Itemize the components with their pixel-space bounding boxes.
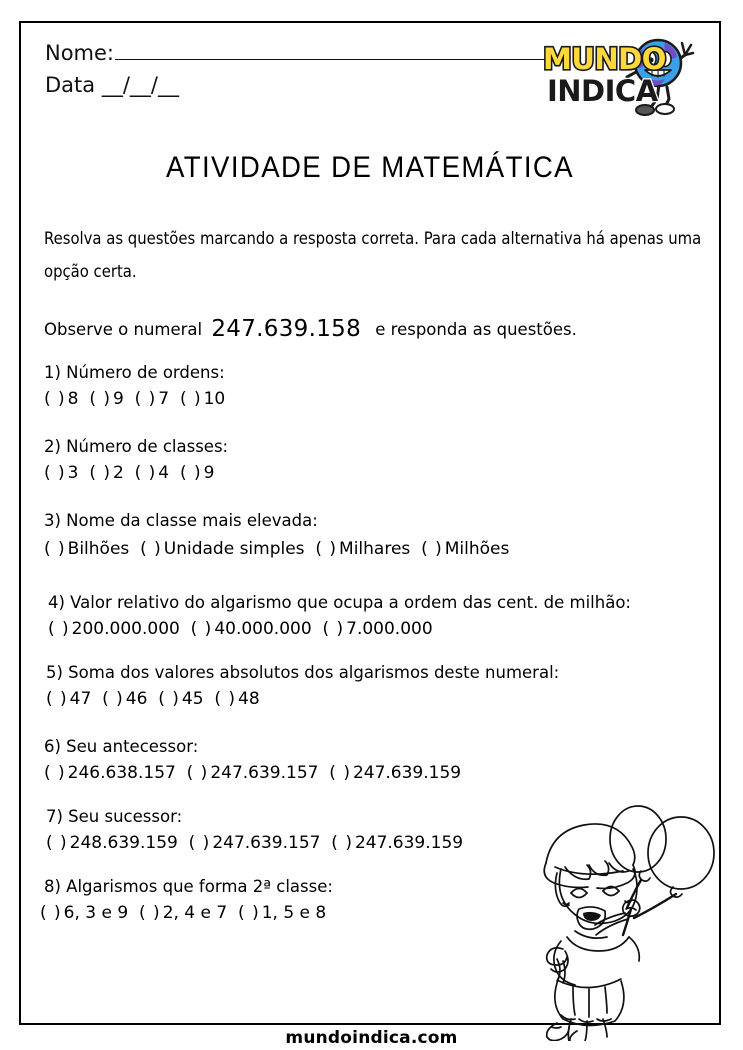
answer-option-label: 46 bbox=[125, 689, 148, 709]
answer-option[interactable] bbox=[44, 388, 79, 410]
answer-option-label: 7 bbox=[158, 389, 170, 409]
answer-option[interactable] bbox=[238, 902, 326, 924]
answer-checkbox-parens[interactable]: ( ) bbox=[102, 689, 124, 709]
date-field-row[interactable]: Data __/__/__ bbox=[45, 73, 179, 97]
answer-option-label: 6, 3 e 9 bbox=[63, 903, 129, 923]
answer-option-label: 8 bbox=[67, 389, 79, 409]
answer-option-label: 247.639.157 bbox=[210, 763, 319, 783]
answer-option[interactable] bbox=[139, 902, 227, 924]
answer-option[interactable] bbox=[191, 618, 312, 640]
answer-option-label: 48 bbox=[238, 689, 260, 709]
answer-option[interactable] bbox=[158, 688, 203, 710]
question-block bbox=[44, 362, 716, 410]
option-spacer bbox=[204, 689, 215, 709]
answer-checkbox-parens[interactable]: ( ) bbox=[188, 833, 211, 853]
option-spacer bbox=[124, 389, 135, 409]
option-spacer bbox=[410, 539, 421, 559]
question-prompt: 2) Número de classes: bbox=[44, 437, 229, 456]
option-spacer bbox=[318, 763, 329, 783]
question-block bbox=[44, 436, 716, 484]
worksheet-page-frame bbox=[19, 21, 721, 1025]
answer-option[interactable] bbox=[189, 832, 321, 854]
option-spacer bbox=[124, 463, 135, 483]
answer-checkbox-parens[interactable]: ( ) bbox=[421, 539, 443, 559]
site-footer: mundoindica.com bbox=[285, 1028, 458, 1048]
answer-option-label: 247.639.157 bbox=[212, 833, 321, 853]
question-prompt: 7) Seu sucessor: bbox=[46, 807, 183, 826]
answer-checkbox-parens[interactable]: ( ) bbox=[44, 763, 66, 783]
answer-checkbox-parens[interactable]: ( ) bbox=[179, 463, 202, 483]
answer-option-label: 10 bbox=[203, 389, 226, 409]
option-spacer bbox=[79, 389, 90, 409]
answer-checkbox-parens[interactable]: ( ) bbox=[214, 689, 237, 709]
target-numeral: 247.639.158 bbox=[211, 316, 361, 342]
answer-option[interactable] bbox=[48, 618, 180, 640]
girl-with-balloons-illustration bbox=[513, 791, 728, 1041]
option-spacer bbox=[91, 689, 102, 709]
answer-option-label: 200.000.000 bbox=[71, 619, 180, 639]
answer-checkbox-parens[interactable]: ( ) bbox=[46, 689, 68, 709]
question-prompt: 3) Nome da classe mais elevada: bbox=[44, 511, 318, 530]
answer-option-label: 40.000.000 bbox=[214, 619, 312, 639]
answer-checkbox-parens[interactable]: ( ) bbox=[134, 389, 157, 409]
question-options bbox=[44, 462, 716, 484]
question-options bbox=[44, 388, 716, 410]
answer-checkbox-parens[interactable]: ( ) bbox=[44, 389, 66, 409]
question-options bbox=[46, 688, 716, 710]
answer-checkbox-parens[interactable]: ( ) bbox=[158, 689, 180, 709]
option-spacer bbox=[129, 539, 140, 559]
answer-option-label: 4 bbox=[158, 463, 170, 483]
answer-checkbox-parens[interactable]: ( ) bbox=[139, 903, 161, 923]
answer-option-label: Milhões bbox=[444, 539, 510, 559]
answer-option[interactable] bbox=[102, 688, 147, 710]
option-spacer bbox=[147, 689, 158, 709]
answer-option[interactable] bbox=[44, 762, 176, 784]
answer-option[interactable] bbox=[46, 688, 91, 710]
answer-checkbox-parens[interactable]: ( ) bbox=[46, 833, 68, 853]
answer-option-label: 247.639.159 bbox=[354, 833, 464, 853]
answer-option[interactable] bbox=[44, 462, 79, 484]
answer-option-label: 45 bbox=[181, 689, 204, 709]
answer-checkbox-parens[interactable]: ( ) bbox=[186, 763, 209, 783]
instructions-text: Resolva as questões marcando a resposta correta. Para cada alternativa há apenas uma opção certa. bbox=[44, 229, 702, 281]
answer-option-label: 9 bbox=[203, 463, 215, 483]
answer-checkbox-parens[interactable]: ( ) bbox=[89, 389, 111, 409]
answer-checkbox-parens[interactable]: ( ) bbox=[322, 619, 345, 639]
answer-option[interactable] bbox=[187, 762, 319, 784]
observe-prefix: Observe o numeral bbox=[44, 320, 203, 339]
option-spacer bbox=[320, 833, 331, 853]
answer-option-label: 1, 5 e 8 bbox=[261, 903, 327, 923]
answer-option-label: Milhares bbox=[339, 539, 411, 559]
observe-numeral-line bbox=[44, 316, 577, 343]
mundo-indica-logo bbox=[541, 33, 701, 121]
balloon-front-icon bbox=[648, 817, 714, 889]
option-spacer bbox=[180, 619, 191, 639]
question-prompt: 1) Número de ordens: bbox=[44, 363, 225, 382]
answer-option-label: Unidade simples bbox=[163, 539, 305, 559]
answer-checkbox-parens[interactable]: ( ) bbox=[331, 833, 353, 853]
question-prompt: 6) Seu antecessor: bbox=[44, 737, 199, 756]
option-spacer bbox=[79, 463, 90, 483]
logo-word-mundo: MUNDO bbox=[543, 42, 666, 76]
answer-checkbox-parens[interactable]: ( ) bbox=[190, 619, 213, 639]
answer-checkbox-parens[interactable]: ( ) bbox=[140, 539, 162, 559]
question-options bbox=[44, 538, 716, 560]
answer-option-label: 2, 4 e 7 bbox=[162, 903, 228, 923]
option-spacer bbox=[169, 389, 180, 409]
answer-option[interactable] bbox=[315, 538, 410, 560]
logo-word-indica: INDICA bbox=[547, 74, 658, 108]
question-block bbox=[44, 662, 716, 710]
answer-checkbox-parens[interactable]: ( ) bbox=[48, 619, 70, 639]
answer-option[interactable] bbox=[180, 462, 215, 484]
answer-checkbox-parens[interactable]: ( ) bbox=[238, 903, 260, 923]
option-spacer bbox=[178, 833, 189, 853]
answer-option-label: 246.638.157 bbox=[67, 763, 176, 783]
name-field-row[interactable] bbox=[45, 37, 565, 69]
balloon-back-icon bbox=[610, 806, 666, 872]
answer-option-label: 247.639.159 bbox=[352, 763, 462, 783]
answer-checkbox-parens[interactable]: ( ) bbox=[44, 539, 66, 559]
student-info-header bbox=[45, 37, 565, 101]
answer-option[interactable] bbox=[44, 538, 129, 560]
observe-suffix: e responda as questões. bbox=[375, 320, 577, 339]
option-spacer bbox=[312, 619, 323, 639]
answer-option-label: Bilhões bbox=[67, 539, 130, 559]
answer-checkbox-parens[interactable]: ( ) bbox=[40, 903, 62, 923]
answer-option[interactable] bbox=[322, 618, 432, 640]
answer-option[interactable] bbox=[329, 762, 461, 784]
question-block bbox=[44, 736, 716, 784]
answer-option[interactable] bbox=[214, 688, 259, 710]
question-prompt: 5) Soma dos valores absolutos dos algarismos deste numeral: bbox=[46, 663, 560, 682]
answer-option-label: 47 bbox=[69, 689, 92, 709]
answer-option-label: 9 bbox=[112, 389, 124, 409]
answer-option[interactable] bbox=[135, 388, 170, 410]
option-spacer bbox=[169, 463, 180, 483]
answer-option[interactable] bbox=[421, 538, 509, 560]
answer-checkbox-parens[interactable]: ( ) bbox=[179, 389, 202, 409]
option-spacer bbox=[227, 903, 238, 923]
answer-checkbox-parens[interactable]: ( ) bbox=[89, 463, 111, 483]
answer-option-label: 7.000.000 bbox=[346, 619, 433, 639]
question-options bbox=[48, 618, 716, 640]
answer-option[interactable] bbox=[46, 832, 178, 854]
question-options bbox=[44, 762, 716, 784]
answer-option[interactable] bbox=[180, 388, 225, 410]
question-prompt: 4) Valor relativo do algarismo que ocupa a ordem das cent. de milhão: bbox=[48, 593, 631, 612]
answer-checkbox-parens[interactable]: ( ) bbox=[329, 763, 351, 783]
answer-option[interactable] bbox=[89, 462, 124, 484]
option-spacer bbox=[305, 539, 316, 559]
answer-option[interactable] bbox=[40, 902, 128, 924]
answer-option[interactable] bbox=[135, 462, 170, 484]
question-block bbox=[44, 592, 716, 640]
page-title: ATIVIDADE DE MATEMÁTICA bbox=[166, 151, 574, 184]
name-label: Nome: bbox=[45, 41, 115, 65]
option-spacer bbox=[128, 903, 139, 923]
answer-checkbox-parens[interactable]: ( ) bbox=[134, 463, 157, 483]
question-block bbox=[44, 510, 716, 560]
question-prompt: 8) Algarismos que forma 2ª classe: bbox=[44, 877, 333, 896]
answer-option-label: 2 bbox=[112, 463, 124, 483]
answer-option[interactable] bbox=[89, 388, 124, 410]
answer-checkbox-parens[interactable]: ( ) bbox=[44, 463, 66, 483]
option-spacer bbox=[176, 763, 187, 783]
answer-option[interactable] bbox=[331, 832, 463, 854]
answer-checkbox-parens[interactable]: ( ) bbox=[315, 539, 338, 559]
answer-option-label: 3 bbox=[67, 463, 79, 483]
answer-option[interactable] bbox=[140, 538, 304, 560]
answer-option-label: 248.639.159 bbox=[69, 833, 178, 853]
name-write-line[interactable] bbox=[115, 59, 565, 60]
